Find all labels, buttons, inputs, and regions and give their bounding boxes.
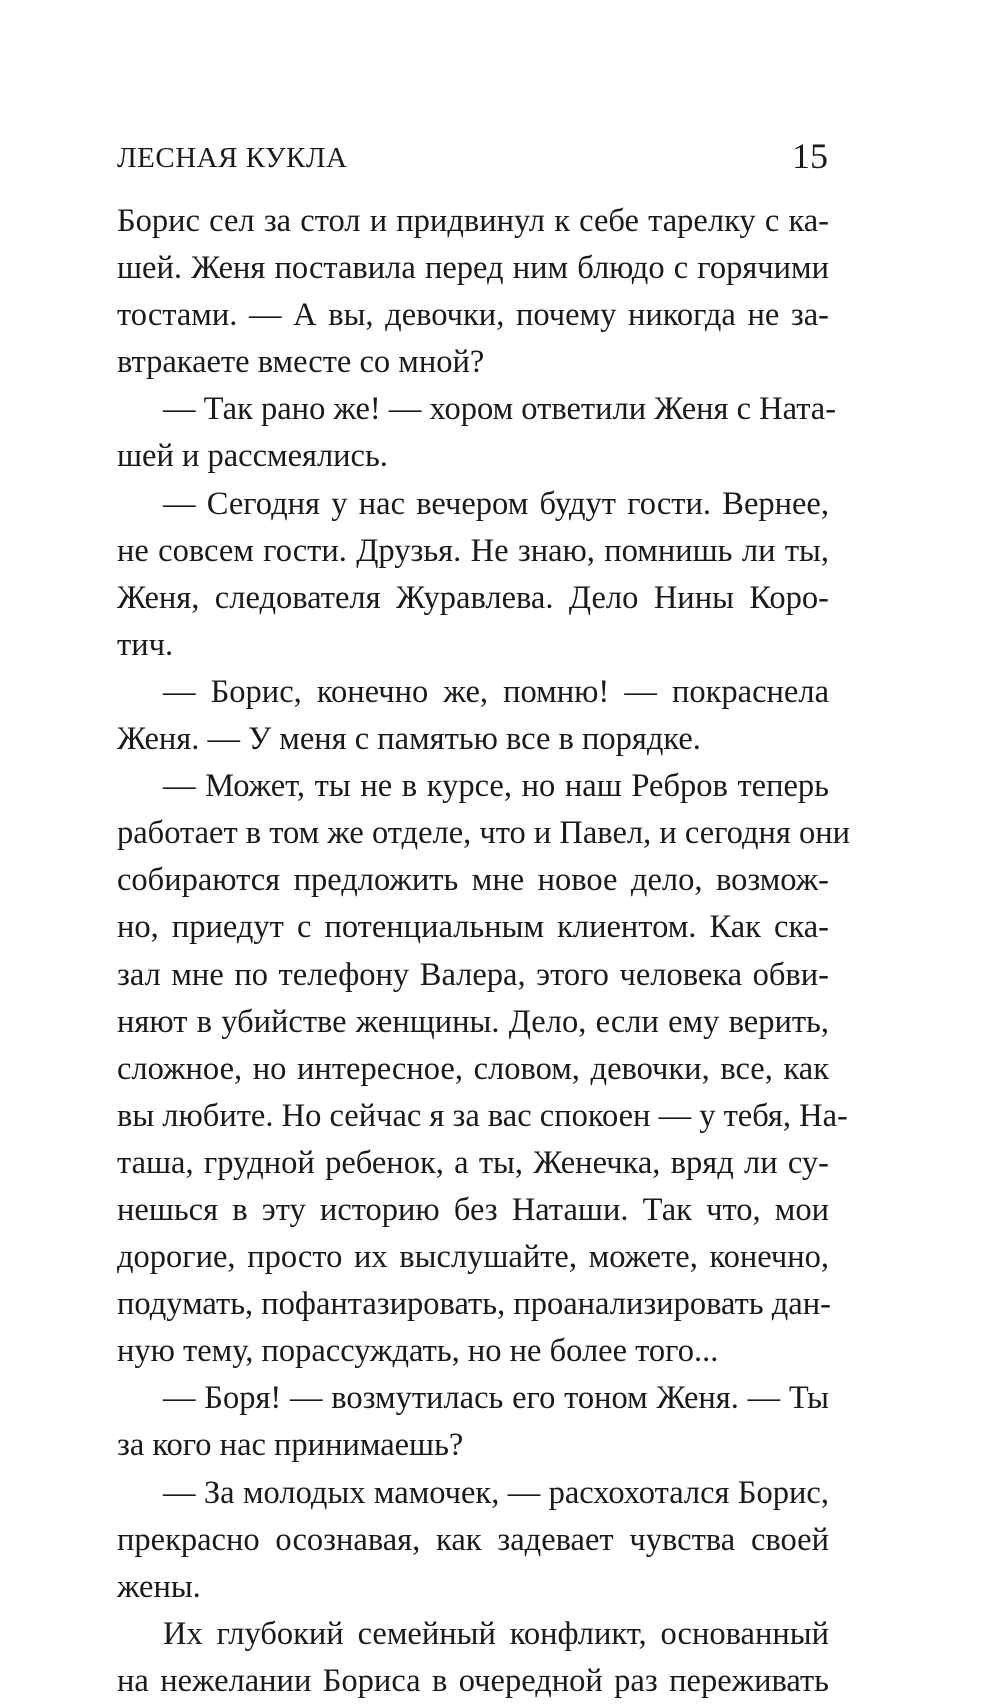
body-text [117, 198, 850, 1705]
text-line: вы любите. Но сейчас я за вас спокоен — у тебя, На- [117, 1097, 848, 1134]
page-number: 15 [792, 136, 828, 176]
text-line: шей и рассмеялись. [117, 438, 388, 475]
text-line: Борис сел за стол и придвинул к себе тарелку с ка- [117, 203, 829, 239]
text-line: — Может, ты не в курсе, но наш Ребров теперь [163, 768, 829, 805]
text-line: работает в том же отделе, что и Павел, и сегодня они [117, 815, 850, 852]
text-line: — Так рано же! — хором ответили Женя с Ната- [163, 391, 837, 428]
running-title: ЛЕСНАЯ КУКЛА [117, 142, 348, 174]
text-line: — За молодых мамочек, — расхохотался Борис, [163, 1474, 829, 1511]
text-line: втракаете вместе со мной? [117, 344, 485, 381]
text-line: тич. [117, 626, 174, 663]
text-line: прекрасно осознавая, как задевает чувства своей [117, 1521, 829, 1558]
text-line: дорогие, просто их выслушайте, можете, конечно, [117, 1239, 829, 1276]
text-line: жены. [117, 1568, 201, 1605]
text-line: на нежелании Бориса в очередной раз переживать [117, 1662, 829, 1699]
text-line: за кого нас принимаешь? [117, 1427, 464, 1464]
text-line: — Боря! — возмутилась его тоном Женя. — Ты [163, 1380, 829, 1417]
text-line: нешься в эту историю без Наташи. Так что, мои [117, 1191, 829, 1228]
text-line: тостами. — А вы, девочки, почему никогда не за- [117, 297, 829, 334]
text-line: но, приедут с потенциальным клиентом. Как ска- [117, 909, 829, 946]
text-line: Женя, следователя Журавлева. Дело Нины Коро- [117, 579, 829, 616]
text-line: Их глубокий семейный конфликт, основанный [163, 1615, 829, 1652]
text-line: сложное, но интересное, словом, девочки, все, как [117, 1050, 829, 1087]
text-line: таша, грудной ребенок, а ты, Женечка, вряд ли су- [117, 1144, 829, 1181]
text-line: не совсем гости. Друзья. Не знаю, помнишь ли ты, [117, 532, 829, 569]
text-line: Женя. — У меня с памятью все в порядке. [117, 721, 701, 758]
text-line: подумать, пофантазировать, проанализировать дан- [117, 1286, 831, 1323]
text-line: — Сегодня у нас вечером будут гости. Вернее, [163, 485, 829, 522]
text-line: ную тему, порассуждать, но не более того... [117, 1333, 719, 1370]
text-line: собираются предложить мне новое дело, возмож- [117, 862, 829, 899]
text-line: няют в убийстве женщины. Дело, если ему верить, [117, 1003, 829, 1040]
text-line: зал мне по телефону Валера, этого человека обви- [117, 956, 829, 993]
text-line: шей. Женя поставила перед ним блюдо с горячими [117, 250, 829, 287]
text-line: — Борис, конечно же, помню! — покраснела [163, 673, 829, 710]
